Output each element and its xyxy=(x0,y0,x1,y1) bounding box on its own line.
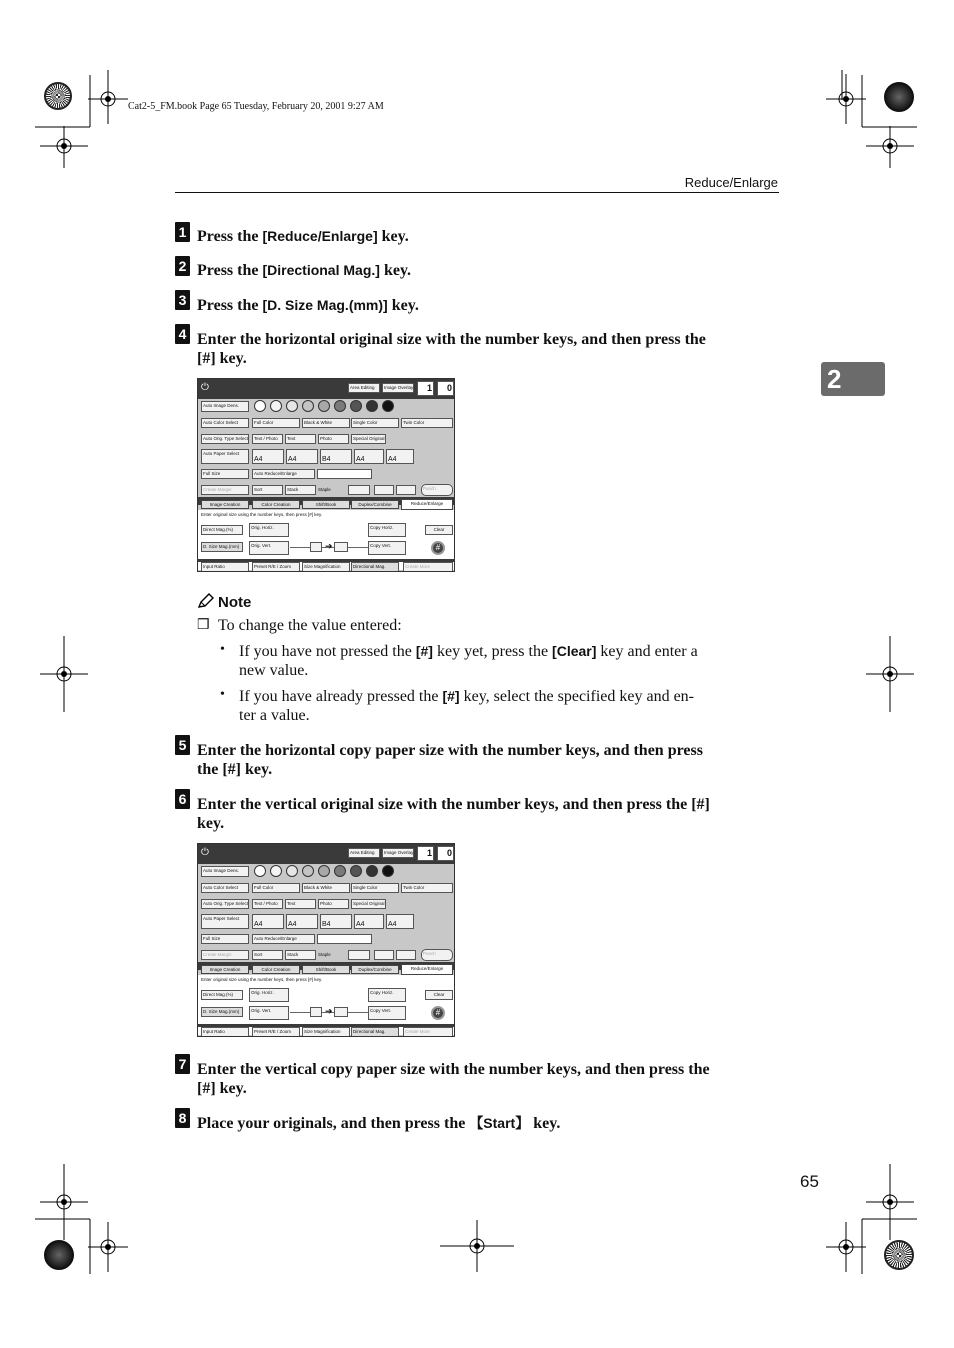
copy-horiz-field[interactable]: Copy Horiz. xyxy=(368,523,406,537)
paper-tray-4-button[interactable]: A4 xyxy=(354,449,384,464)
staple-label: Staple xyxy=(318,487,331,492)
text-button[interactable]: Text xyxy=(285,434,316,444)
size-magnification-button[interactable]: Size Magnification xyxy=(302,562,350,572)
file-info: Cat2-5_FM.book Page 65 Tuesday, February 20, 2001 9:27 AM xyxy=(128,101,384,112)
punch-label-button[interactable]: Punch xyxy=(421,484,453,496)
density-level-icon[interactable] xyxy=(254,865,266,877)
paper-tray-3-button[interactable]: B4 xyxy=(320,449,352,464)
pencil-icon xyxy=(197,593,215,609)
full-size-button[interactable]: Full Size xyxy=(201,934,249,944)
step-number: 8 xyxy=(175,1108,190,1128)
density-level-icon[interactable] xyxy=(286,865,298,877)
ratio-display xyxy=(317,934,372,944)
density-level-icon[interactable] xyxy=(334,400,346,412)
auto-color-select-button[interactable]: Auto Color Select xyxy=(201,883,249,893)
tab-duplex-combine[interactable]: Duplex/Combine xyxy=(351,965,399,974)
full-size-button[interactable]: Full Size xyxy=(201,469,249,479)
auto-reduce-enlarge-button[interactable]: Auto Reduce/Enlarge xyxy=(252,934,315,944)
running-head: Reduce/Enlarge xyxy=(684,175,778,190)
preset-zoom-button[interactable]: Preset R/E / Zoom xyxy=(252,1027,300,1037)
tab-shift-book[interactable]: Shift/Book xyxy=(302,965,350,974)
area-editing-button[interactable]: Area Editing xyxy=(348,848,380,858)
step-7: Enter the vertical copy paper size with the number keys, and then press the [#] key. xyxy=(197,1061,710,1097)
copies-counter: 0 xyxy=(437,381,454,396)
paper-tray-1-button[interactable]: A4 xyxy=(252,449,284,464)
text-photo-button[interactable]: Text / Photo xyxy=(252,434,283,444)
registration-mark-icon xyxy=(440,1220,514,1272)
note-bullet-2: If you have already pressed the [#] key, select the specified key and en- ter a value. xyxy=(239,688,695,724)
black-white-button[interactable]: Black & White xyxy=(302,418,350,428)
direct-mag-button[interactable]: Direct Mag.(%) xyxy=(201,525,243,535)
copy-horiz-field[interactable]: Copy Horiz. xyxy=(368,988,406,1002)
punch-label-button[interactable]: Punch xyxy=(421,949,453,961)
bypass-tray-button[interactable]: A4 xyxy=(386,914,414,929)
hash-key-icon[interactable]: # xyxy=(431,1006,445,1020)
directional-mag-button[interactable]: Directional Mag. xyxy=(351,1027,399,1037)
size-magnification-button[interactable]: Size Magnification xyxy=(302,1027,350,1037)
auto-orig-type-button[interactable]: Auto Orig. Type Select xyxy=(201,899,249,909)
staple-label: Staple xyxy=(318,952,331,957)
create-more-button[interactable]: Create More xyxy=(403,562,453,572)
stack-button[interactable]: Stack xyxy=(285,485,316,495)
copy-icon xyxy=(334,542,348,552)
density-level-icon[interactable] xyxy=(318,865,330,877)
copy-vert-field[interactable]: Copy Vert. xyxy=(368,541,406,555)
copier-panel-screenshot xyxy=(197,378,455,572)
density-level-icon[interactable] xyxy=(286,400,298,412)
photo-button[interactable]: Photo xyxy=(318,434,349,444)
stack-button[interactable]: Stack xyxy=(285,950,316,960)
create-margin-button[interactable]: Create Margin xyxy=(201,485,249,495)
arrow-right-icon: ➔ xyxy=(325,1006,333,1016)
density-level-icon[interactable] xyxy=(382,400,394,412)
auto-image-density-button[interactable]: Auto Image Dens. xyxy=(201,401,249,412)
copier-panel-screenshot xyxy=(197,843,455,1037)
d-size-mag-button[interactable]: D. Size Mag.(mm) xyxy=(201,1007,243,1017)
density-level-icon[interactable] xyxy=(334,865,346,877)
staple-option-button[interactable] xyxy=(374,950,394,960)
clear-button[interactable]: Clear xyxy=(425,525,453,535)
step-2: Press the [Directional Mag.] key. xyxy=(197,262,412,279)
tab-shift-book[interactable]: Shift/Book xyxy=(302,500,350,509)
power-icon: ⏻ xyxy=(201,382,209,393)
auto-paper-select-button[interactable]: Auto Paper Select xyxy=(201,914,249,929)
paper-tray-2-button[interactable]: A4 xyxy=(286,914,318,929)
single-color-button[interactable]: Single Color xyxy=(351,418,399,428)
auto-color-select-button[interactable]: Auto Color Select xyxy=(201,418,249,428)
density-level-icon[interactable] xyxy=(382,865,394,877)
copy-vert-field[interactable]: Copy Vert. xyxy=(368,1006,406,1020)
full-color-button[interactable]: Full Color xyxy=(252,883,300,893)
checkbox-icon: ❒ xyxy=(197,618,210,633)
tab-color-creation[interactable]: Color Creation xyxy=(252,965,300,974)
orig-vert-field[interactable]: Orig. Vert. xyxy=(249,541,289,555)
tab-reduce-enlarge[interactable]: Reduce/Enlarge xyxy=(401,499,453,510)
area-editing-button[interactable]: Area Editing xyxy=(348,383,380,393)
density-level-icon[interactable] xyxy=(350,400,362,412)
ratio-display xyxy=(317,469,372,479)
directional-mag-button[interactable]: Directional Mag. xyxy=(351,562,399,572)
auto-reduce-enlarge-button[interactable]: Auto Reduce/Enlarge xyxy=(252,469,315,479)
crop-mark-icon xyxy=(812,1216,922,1276)
staple-option-button[interactable] xyxy=(348,485,370,495)
registration-mark-icon xyxy=(40,126,88,168)
d-size-mag-button[interactable]: D. Size Mag.(mm) xyxy=(201,542,243,552)
step-3: Press the [D. Size Mag.(mm)] key. xyxy=(197,297,419,314)
hash-key-icon[interactable]: # xyxy=(431,541,445,555)
panel-instruction: Enter original size using the number keys, then press [#] key. xyxy=(201,512,323,517)
step-5: Enter the horizontal copy paper size with the number keys, and then press the [#] key. xyxy=(197,742,703,778)
staple-option-button[interactable] xyxy=(374,485,394,495)
step-8: Place your originals, and then press the 【Start】 key. xyxy=(197,1115,561,1132)
tab-image-creation[interactable]: Image Creation xyxy=(201,965,249,974)
punch-button[interactable] xyxy=(396,950,416,960)
power-icon: ⏻ xyxy=(201,847,209,858)
density-level-icon[interactable] xyxy=(270,400,282,412)
preset-zoom-button[interactable]: Preset R/E / Zoom xyxy=(252,562,300,572)
text-button[interactable]: Text xyxy=(285,899,316,909)
auto-image-density-button[interactable]: Auto Image Dens. xyxy=(201,866,249,877)
single-color-button[interactable]: Single Color xyxy=(351,883,399,893)
density-level-icon[interactable] xyxy=(350,865,362,877)
copy-icon xyxy=(334,1007,348,1017)
paper-tray-2-button[interactable]: A4 xyxy=(286,449,318,464)
auto-orig-type-button[interactable]: Auto Orig. Type Select xyxy=(201,434,249,444)
copies-counter: 0 xyxy=(437,846,454,861)
auto-paper-select-button[interactable]: Auto Paper Select xyxy=(201,449,249,464)
orig-horiz-field[interactable]: Orig. Horiz. xyxy=(249,523,289,537)
step-1: Press the [Reduce/Enlarge] key. xyxy=(197,228,409,245)
note-title: Note xyxy=(218,594,252,611)
registration-mark-icon xyxy=(40,636,88,712)
tab-image-creation[interactable]: Image Creation xyxy=(201,500,249,509)
panel-top-bar xyxy=(198,844,454,864)
sort-button[interactable]: Sort xyxy=(252,485,283,495)
create-margin-button[interactable]: Create Margin xyxy=(201,950,249,960)
punch-button[interactable] xyxy=(396,485,416,495)
tab-reduce-enlarge[interactable]: Reduce/Enlarge xyxy=(401,964,453,975)
twin-color-button[interactable]: Twin Color xyxy=(401,883,453,893)
step-number: 4 xyxy=(175,324,190,344)
step-number: 6 xyxy=(175,789,190,809)
direct-mag-button[interactable]: Direct Mag.(%) xyxy=(201,990,243,1000)
paper-tray-4-button[interactable]: A4 xyxy=(354,914,384,929)
density-level-icon[interactable] xyxy=(302,865,314,877)
density-level-icon[interactable] xyxy=(366,865,378,877)
full-color-button[interactable]: Full Color xyxy=(252,418,300,428)
photo-button[interactable]: Photo xyxy=(318,899,349,909)
crop-mark-icon xyxy=(30,70,140,130)
bullet-icon: • xyxy=(220,687,225,702)
file-counter: 1 xyxy=(417,381,434,396)
density-level-icon[interactable] xyxy=(302,400,314,412)
chapter-tab xyxy=(821,362,885,396)
file-counter: 1 xyxy=(417,846,434,861)
step-number: 1 xyxy=(175,222,190,242)
sort-button[interactable]: Sort xyxy=(252,950,283,960)
bullet-icon: • xyxy=(220,642,225,657)
crop-mark-icon xyxy=(30,1216,140,1276)
twin-color-button[interactable]: Twin Color xyxy=(401,418,453,428)
density-level-icon[interactable] xyxy=(318,400,330,412)
text-photo-button[interactable]: Text / Photo xyxy=(252,899,283,909)
image-overlay-button[interactable]: Image Overlay xyxy=(382,383,414,393)
note-bullet-1: If you have not pressed the [#] key yet, press the [Clear] key and enter a new value. xyxy=(239,643,698,679)
clear-button[interactable]: Clear xyxy=(425,990,453,1000)
input-ratio-button[interactable]: Input Ratio xyxy=(201,1027,249,1037)
density-level-icon[interactable] xyxy=(270,865,282,877)
panel-instruction: Enter original size using the number keys, then press [#] key. xyxy=(201,977,323,982)
image-overlay-button[interactable]: Image Overlay xyxy=(382,848,414,858)
step-number: 3 xyxy=(175,290,190,310)
orig-horiz-field[interactable]: Orig. Horiz. xyxy=(249,988,289,1002)
tab-color-creation[interactable]: Color Creation xyxy=(252,500,300,509)
registration-mark-icon xyxy=(866,636,914,712)
step-number: 2 xyxy=(175,256,190,276)
special-original-button[interactable]: Special Original xyxy=(351,899,386,909)
arrow-right-icon: ➔ xyxy=(325,541,333,551)
step-6: Enter the vertical original size with the number keys, and then press the [#] key. xyxy=(197,796,710,832)
page-number: 65 xyxy=(800,1172,819,1191)
special-original-button[interactable]: Special Original xyxy=(351,434,386,444)
registration-mark-icon xyxy=(866,126,914,168)
step-number: 7 xyxy=(175,1054,190,1074)
note-item: To change the value entered: xyxy=(218,617,402,634)
orig-vert-field[interactable]: Orig. Vert. xyxy=(249,1006,289,1020)
density-level-icon[interactable] xyxy=(254,400,266,412)
bypass-tray-button[interactable]: A4 xyxy=(386,449,414,464)
tab-duplex-combine[interactable]: Duplex/Combine xyxy=(351,500,399,509)
step-4: Enter the horizontal original size with the number keys, and then press the [#] key. xyxy=(197,331,706,367)
original-icon xyxy=(310,1007,322,1017)
create-more-button[interactable]: Create More xyxy=(403,1027,453,1037)
staple-option-button[interactable] xyxy=(348,950,370,960)
paper-tray-1-button[interactable]: A4 xyxy=(252,914,284,929)
black-white-button[interactable]: Black & White xyxy=(302,883,350,893)
step-number: 5 xyxy=(175,735,190,755)
crop-mark-icon xyxy=(812,70,922,130)
chapter-number: 2 xyxy=(827,363,842,394)
density-level-icon[interactable] xyxy=(366,400,378,412)
header-rule xyxy=(175,192,779,193)
original-icon xyxy=(310,542,322,552)
panel-top-bar xyxy=(198,379,454,399)
input-ratio-button[interactable]: Input Ratio xyxy=(201,562,249,572)
paper-tray-3-button[interactable]: B4 xyxy=(320,914,352,929)
